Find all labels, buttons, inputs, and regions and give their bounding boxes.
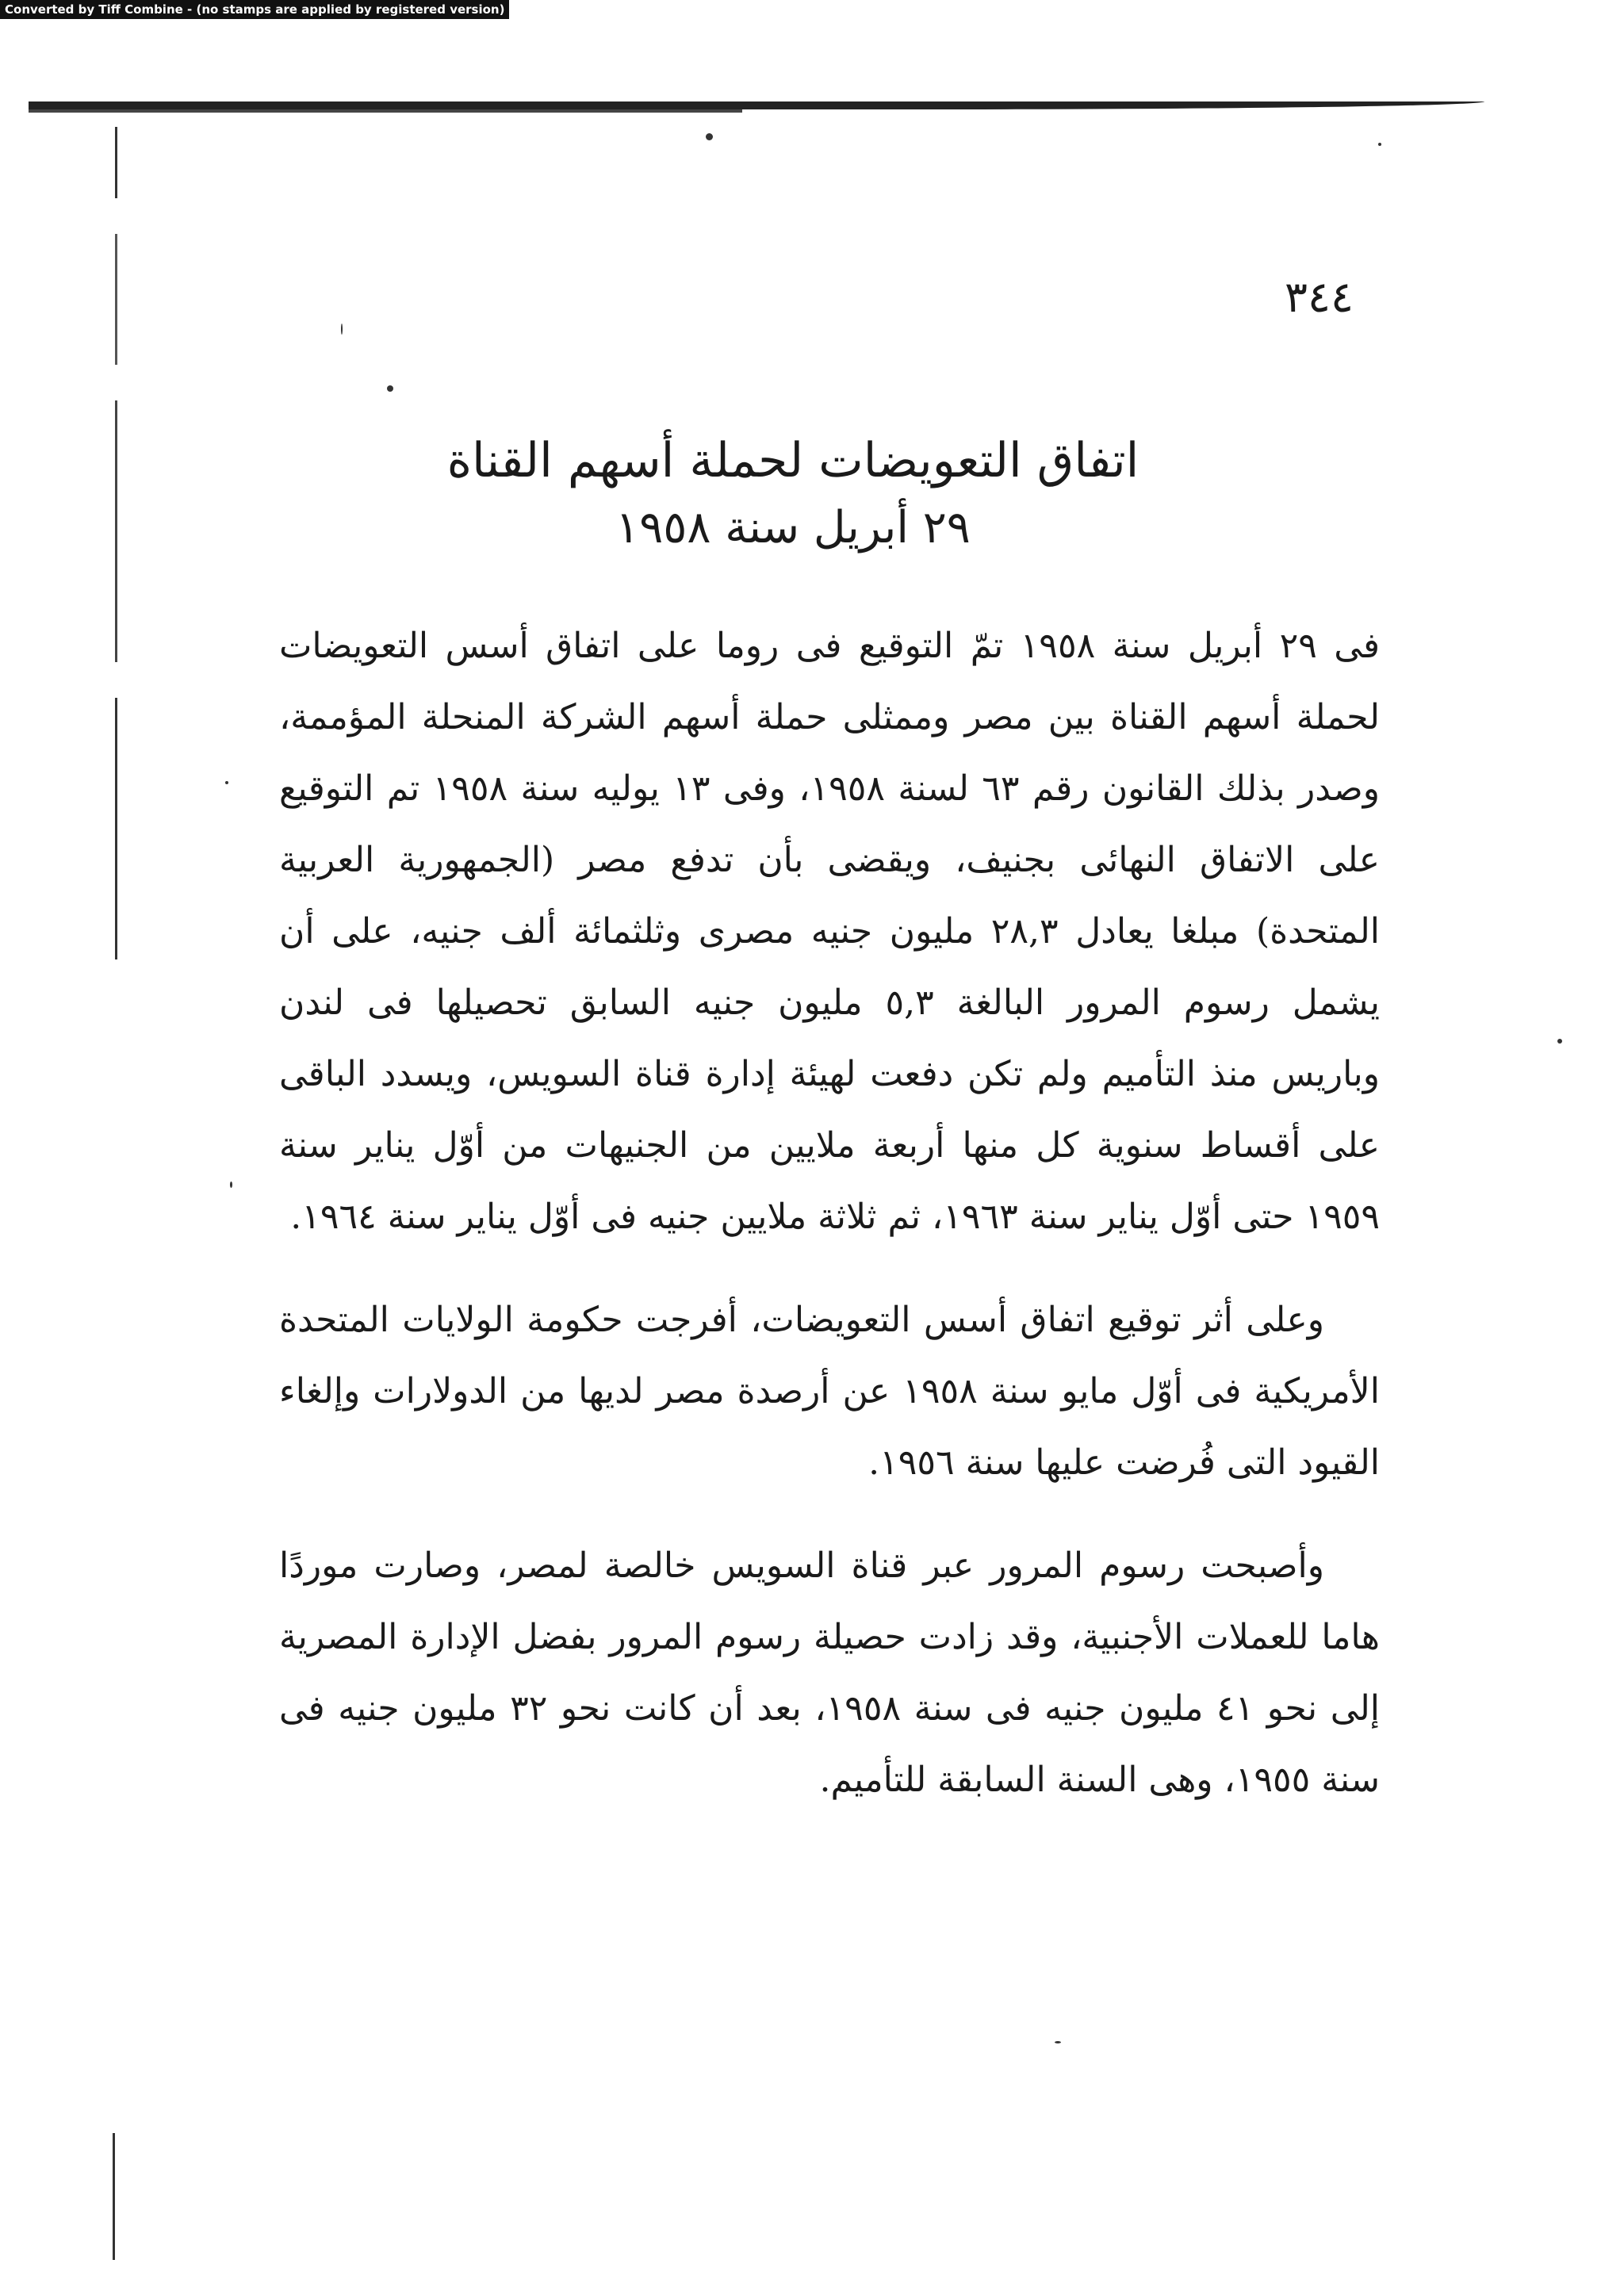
page-number: ٣٤٤ xyxy=(1285,272,1354,322)
top-horizontal-rule xyxy=(29,101,1484,109)
title-date: ٢٩ أبريل سنة ١٩٥٨ xyxy=(615,502,971,553)
paragraph: فى ٢٩ أبريل سنة ١٩٥٨ تمّ التوقيع فى روما على اتفاق أسس التعويضات لحملة أسهم القناة بين مصر وممثلى حملة أسهم الشركة المنحلة المؤممة، وصدر بذلك القانون رقم ٦٣ لسنة ١٩٥٨، وفى ١٣ يوليه سنة ١٩٥٨ تم التوقيع على الاتفاق النهائى بجنيف، ويقضى بأن تدفع مصر (الجمهورية العربية المتحدة) مبلغا يعادل ٢٨,٣ مليون جنيه مصرى وثلثمائة ألف جنيه، على أن يشمل رسوم المرور البالغة ٥,٣ مليون جنيه السابق تحصيلها فى لندن وباريس منذ التأميم ولم تكن دفعت لهيئة إدارة قناة السويس، ويسدد الباقى على أقساط سنوية كل منها أربعة ملايين من الجنيهات من أوّل يناير سنة ١٩٥٩ حتى أوّل يناير سنة ١٩٦٣، ثم ثلاثة ملايين جنيه فى أوّل يناير سنة ١٩٦٤. xyxy=(279,626,1381,1237)
scan-speck xyxy=(706,133,713,140)
body-text xyxy=(279,611,1380,1848)
converter-banner: Converted by Tiff Combine - (no stamps are applied by registered version) xyxy=(0,0,509,19)
paragraph: وعلى أثر توقيع اتفاق أسس التعويضات، أفرجت حكومة الولايات المتحدة الأمريكية فى أوّل مايو سنة ١٩٥٨ عن أرصدة مصر لديها من الدولارات وإلغاء القيود التى فُرضت عليها سنة ١٩٥٦. xyxy=(279,1300,1380,1483)
left-scan-edge xyxy=(115,127,117,1316)
title-block xyxy=(444,432,1142,556)
scan-speck xyxy=(341,324,343,335)
paragraph: وأصبحت رسوم المرور عبر قناة السويس خالصة لمصر، وصارت موردًا هاما للعملات الأجنبية، وقد زادت حصيلة رسوم المرور بفضل الإدارة المصرية إلى نحو ٤١ مليون جنيه فى سنة ١٩٥٨، بعد أن كانت نحو ٣٢ مليون جنيه فى سنة ١٩٥٥، وهى السنة السابقة للتأميم. xyxy=(279,1545,1381,1800)
scan-speck xyxy=(1055,2041,1061,2043)
scan-speck xyxy=(230,1182,232,1188)
scan-speck xyxy=(225,781,228,784)
scan-speck xyxy=(1378,143,1381,146)
scan-speck xyxy=(1557,1039,1562,1044)
scan-speck xyxy=(387,385,393,392)
page-title: اتفاق التعويضات لحملة أسهم القناة xyxy=(446,433,1139,488)
left-scan-edge-bottom xyxy=(113,2133,115,2260)
